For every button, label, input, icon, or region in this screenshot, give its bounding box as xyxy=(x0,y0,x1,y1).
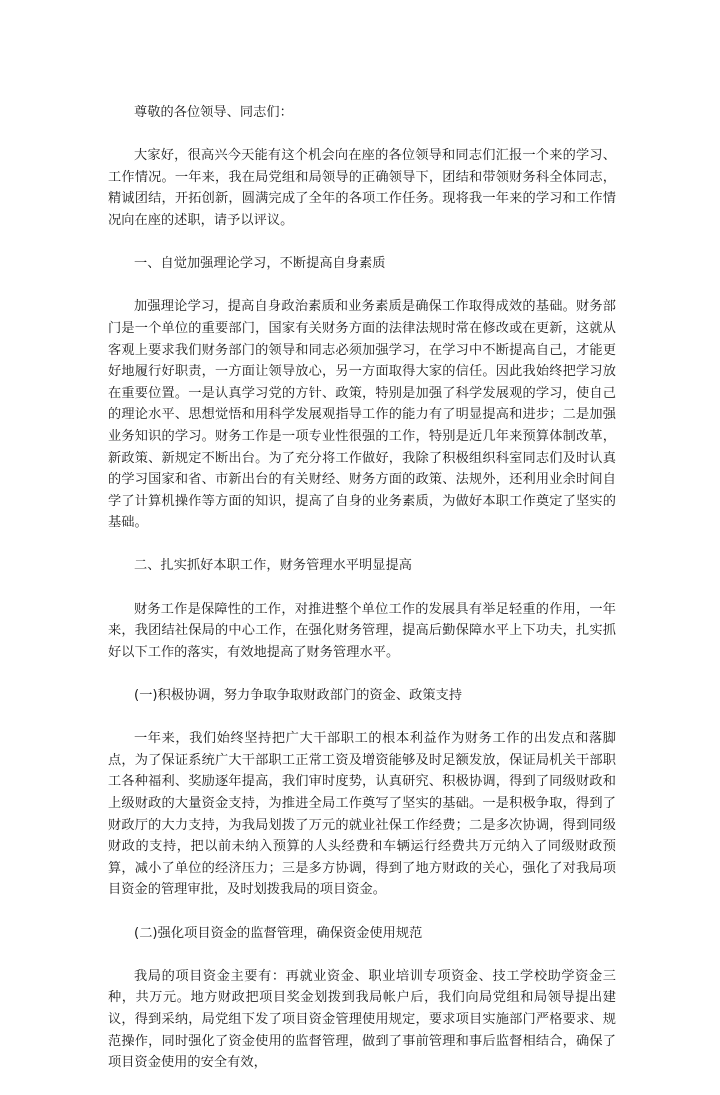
subsection-1-heading: (一)积极协调，努力争取争取财政部门的资金、政策支持 xyxy=(134,688,463,704)
section-1-heading: 一、自觉加强理论学习，不断提高自身素质 xyxy=(134,256,386,272)
section-2-paragraph: 财务工作是保障性的工作，对推进整个单位工作的发展具有举足轻重的作用，一年来，我团结社保局的中心工作，在强化财务管理，提高后勤保障水平上下功夫，扎实抓好以下工作的落实，有效地提高了财务管理水平。 xyxy=(108,601,616,660)
section-2-heading: 二、扎实抓好本职工作，财务管理水平明显提高 xyxy=(134,558,412,574)
section-1-paragraph: 加强理论学习，提高自身政治素质和业务素质是确保工作取得成效的基础。财务部门是一个单位的重要部门，国家有关财务方面的法律法规时常在修改或在更新，这就从客观上要求我们财务部门的领导和同志必须加强学习，在学习中不断提高自己，才能更好地履行好职责，一方面让领导放心，另一方面取得大家的信任。因此我始终把学习放在重要位置。一是认真学习党的方针、政策，特别是加强了科学发展观的学习，使自己的理论水平、思想觉悟和用科学发展观指导工作的能力有了明显提高和进步；二是加强业务知识的学习。财务工作是一项专业性很强的工作，特别是近几年来预算体制改革，新政策、新规定不断出台。为了充分将工作做好，我除了积极组织科室同志们及时认真的学习国家和省、市新出台的有关财经、财务方面的政策、法规外，还利用业余时间自学了计算机操作等方面的知识，提高了自身的业务素质，为做好本职工作奠定了坚实的基础。 xyxy=(108,299,616,531)
document-body xyxy=(108,102,616,1095)
subsection-2-paragraph: 我局的项目资金主要有：再就业资金、职业培训专项资金、技工学校助学资金三种，共万元。地方财政把项目奖金划拨到我局帐户后，我们向局党组和局领导提出建议，得到采纳，局党组下发了项目资金管理使用规定，要求项目实施部门严格要求、规范操作，同时强化了资金使用的监督管理，做到了事前管理和事后监督相结合，确保了项目资金使用的安全有效， xyxy=(108,968,616,1071)
subsection-1-paragraph: 一年来，我们始终坚持把广大干部职工的根本利益作为财务工作的出发点和落脚点，为了保证系统广大干部职工正常工资及增资能够及时足额发放，保证局机关干部职工各种福利、奖励逐年提高，我们审时度势，认真研究、积极协调，得到了同级财政和上级财政的大量资金支持，为推进全局工作奠写了坚实的基础。一是积极争取，得到了财政厅的大力支持，为我局划拨了万元的就业社保工作经费；二是多次协调，得到同级财政的支持，把以前未纳入预算的人头经费和车辆运行经费共万元纳入了同级财政预算，减小了单位的经济压力；三是多方协调，得到了地方财政的关心，强化了对我局项目资金的管理审批，及时划拨我局的项目资金。 xyxy=(108,731,616,898)
subsection-2-heading: (二)强化项目资金的监督管理，确保资金使用规范 xyxy=(134,925,423,941)
salutation: 尊敬的各位领导、同志们： xyxy=(134,105,293,120)
intro-paragraph: 大家好，很高兴今天能有这个机会向在座的各位领导和同志们汇报一个来的学习、工作情况。一年来，我在局党组和局领导的正确领导下，团结和带领财务科全体同志，精诚团结，开拓创新，圆满完成了全年的各项工作任务。现将我一年来的学习和工作情况向在座的述职，请予以评议。 xyxy=(108,148,616,228)
